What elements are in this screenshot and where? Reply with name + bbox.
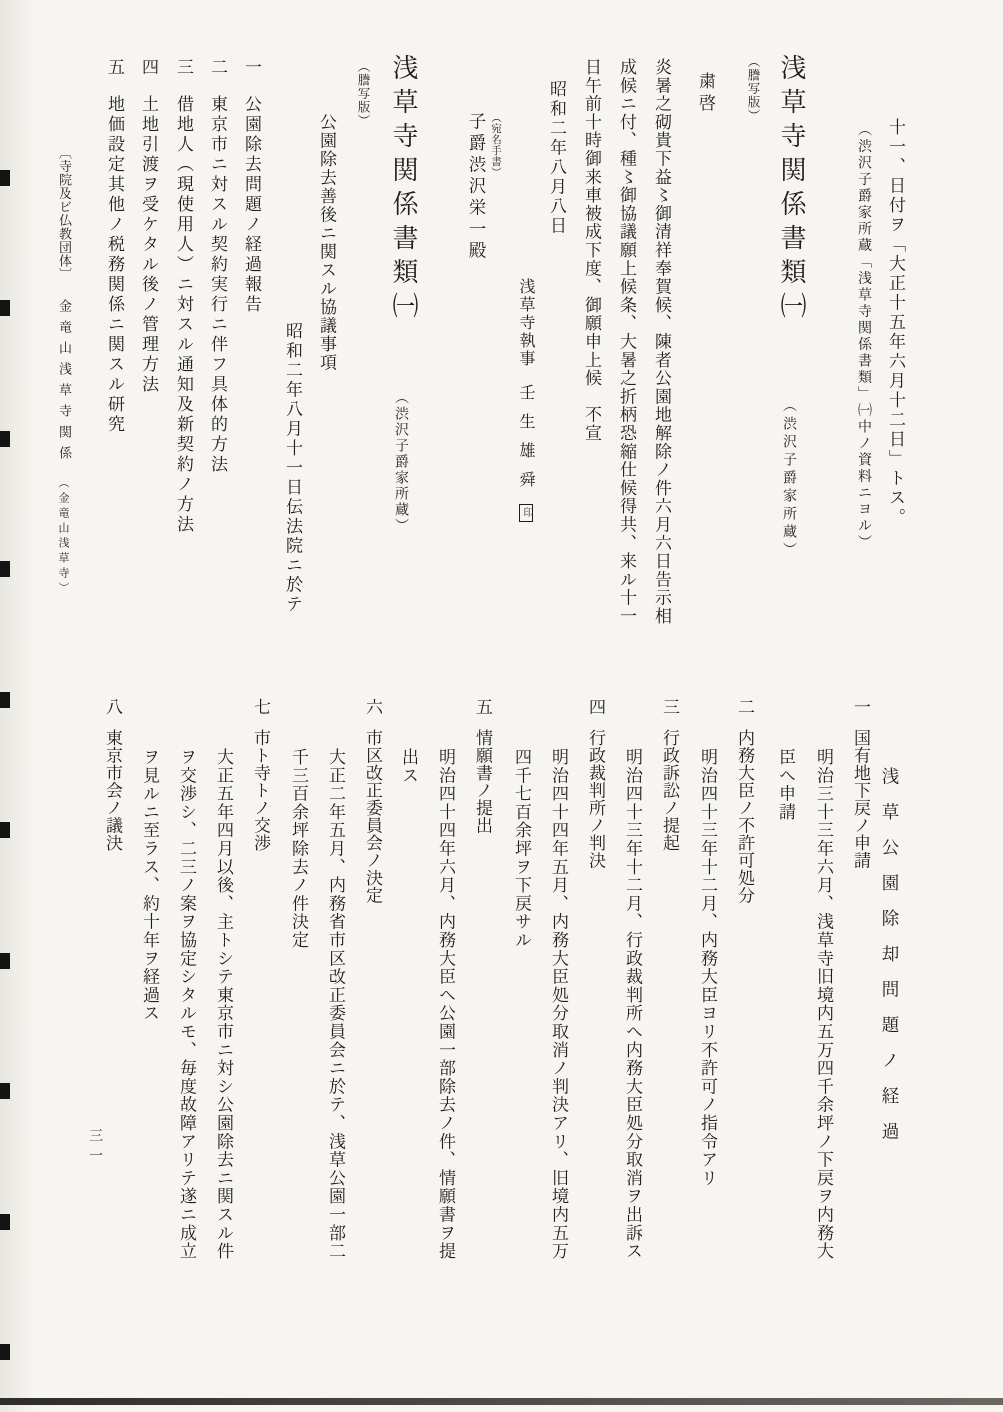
item-number: 二 [207,58,227,78]
entry-title: 行政訴訟ノ提起 [659,728,679,851]
entry-title: 国有地下戻ノ申請 [850,728,870,869]
item-number: 四 [138,58,158,78]
history-detail-line: 明治四十四年六月、内務大臣へ公園一部除去ノ件、情願書ヲ提 [435,748,455,1261]
item-text: 地価設定其他ノ税務関係ニ関スル研究 [104,95,124,435]
note-item-eleven: 十一、日付ヲ「大正十五年六月十二日」トス。 [885,118,905,528]
agenda-heading: 公園除去善後ニ関スル協議事項 [316,113,336,372]
scan-artifact [0,822,10,838]
agenda-item [137,58,157,395]
history-entry [733,698,753,904]
entry-title: 市区改正委員会ノ決定 [362,728,382,904]
letter-owner-note: （渋沢子爵家所蔵） [781,398,797,560]
letter-sender [517,278,535,522]
entry-number: 二 [734,698,754,716]
agenda-item [172,58,192,535]
history-detail-line: ヲ見ルニ至ラス、約十年ヲ経過ス [139,748,159,1023]
scan-artifact [0,692,10,708]
history-entry [849,698,869,869]
entry-title: 内務大臣ノ不許可処分 [734,728,754,904]
entry-number: 七 [250,698,270,716]
item-number: 五 [104,58,124,78]
history-entry [584,698,604,869]
scan-artifact [0,953,10,969]
seal-stamp: 印 [519,504,533,522]
entry-title: 市ト寺トノ交渉 [250,728,270,851]
agenda-date-place: 昭和二年八月十一日伝法院ニ於テ [282,322,302,615]
entry-title: 行政裁判所ノ判決 [585,728,605,869]
addressee-handwritten-note: （宛名手書） [490,112,502,178]
history-detail-line: 大正二年五月、内務省市区改正委員会ニ於テ、浅草公園一部二 [325,748,345,1261]
entry-number: 三 [659,698,679,716]
margin-subtitle: （金竜山浅草寺） [56,477,70,597]
history-entry [471,698,491,834]
scan-artifact [0,1083,10,1099]
note-source-citation: （渋沢子爵家所蔵「浅草寺関係書類」㈠中ノ資料ニヨル） [856,122,872,551]
agenda-item [103,58,123,435]
sender-organization: 浅草寺執事 [517,278,536,368]
letter-date: 昭和二年八月八日 [546,80,566,236]
history-detail-line: 明治四十四年五月、内務大臣処分取消ノ判決アリ、旧境内五万 [548,748,568,1261]
history-entry [658,698,678,851]
history-detail-line: 臣へ申請 [775,748,795,822]
item-text: 土地引渡ヲ受ケタル後ノ管理方法 [138,95,158,395]
letter-body-line: 炎暑之砌貴下益〻御清祥奉賀候、陳者公園地解除ノ件六月六日告示相 [651,58,671,626]
scan-edge-line [0,1398,1003,1405]
entry-number: 六 [362,698,382,716]
entry-title: 情願書ノ提出 [472,728,492,834]
history-entry [361,698,381,904]
item-number: 三 [173,58,193,78]
agenda-title: 浅草寺関係書類㈠ [388,54,418,326]
item-text: 東京市ニ対スル契約実行ニ伴フ具体的方法 [207,95,227,475]
item-number: 一 [241,58,261,78]
letter-title: 浅草寺関係書類㈠ [776,54,806,326]
history-heading: 浅草公園除却問題ノ経過 [879,767,899,1158]
margin-title: 金竜山浅草寺関係 [55,299,71,467]
margin-running-head [55,146,70,597]
scan-artifact [0,300,10,316]
page-number: 三一 [87,1128,104,1168]
letter-salutation: 粛啓 [695,72,715,116]
agenda-owner-note: （渋沢子爵家所蔵） [393,390,409,534]
scan-artifact [0,561,10,577]
agenda-item [240,58,260,315]
history-detail-line: 明治三十三年六月、浅草寺旧境内五万四千余坪ノ下戻ヲ内務大 [813,748,833,1261]
entry-number: 八 [102,698,122,716]
history-detail-line: 四千七百余坪ヲ下戻サル [511,748,531,950]
history-detail-line: 明治四十三年十二月、行政裁判所へ内務大臣処分取消ヲ出訴ス [622,748,642,1261]
history-detail-line: 大正五年四月以後、主トシテ東京市ニ対シ公園除去ニ関スル件 [213,748,233,1261]
margin-category: 〔寺院及ビ仏教団体〕 [55,146,71,281]
scan-artifact [0,170,10,186]
history-detail-line: 千三百余坪除去ノ件決定 [288,748,308,950]
item-text: 借地人（現使用人）ニ対スル通知及新契約ノ方法 [173,95,193,535]
entry-number: 五 [472,698,492,716]
history-entry [249,698,269,851]
letter-body-line: 日午前十時御来車被成下度、御願申上候 不宣 [581,58,601,443]
sender-name: 壬生雄舜 [517,384,536,500]
letter-edition-note: （謄写版） [746,55,761,123]
agenda-edition-note: （謄写版） [356,60,371,128]
entry-number: 一 [850,698,870,716]
scan-artifact [0,1214,10,1230]
entry-number: 四 [585,698,605,716]
history-detail-line: 明治四十三年十二月、内務大臣ヨリ不許可ノ指令アリ [697,748,717,1188]
entry-title: 東京市会ノ議決 [102,728,122,851]
scan-artifact [0,431,10,447]
agenda-item [206,58,226,475]
letter-body-line: 成候ニ付、種〻御協議願上候条、大暑之折柄恐縮仕候得共、来ル十一 [616,58,636,626]
history-detail-line: 出ス [398,748,418,785]
item-text: 公園除去問題ノ経過報告 [241,95,261,315]
letter-addressee: 子爵渋沢栄一殿 [466,112,486,263]
scan-artifact [0,1344,10,1360]
history-entry [101,698,121,851]
history-detail-line: ヲ交渉シ、二三ノ案ヲ協定シタルモ、毎度故障アリテ遂ニ成立 [176,748,196,1261]
